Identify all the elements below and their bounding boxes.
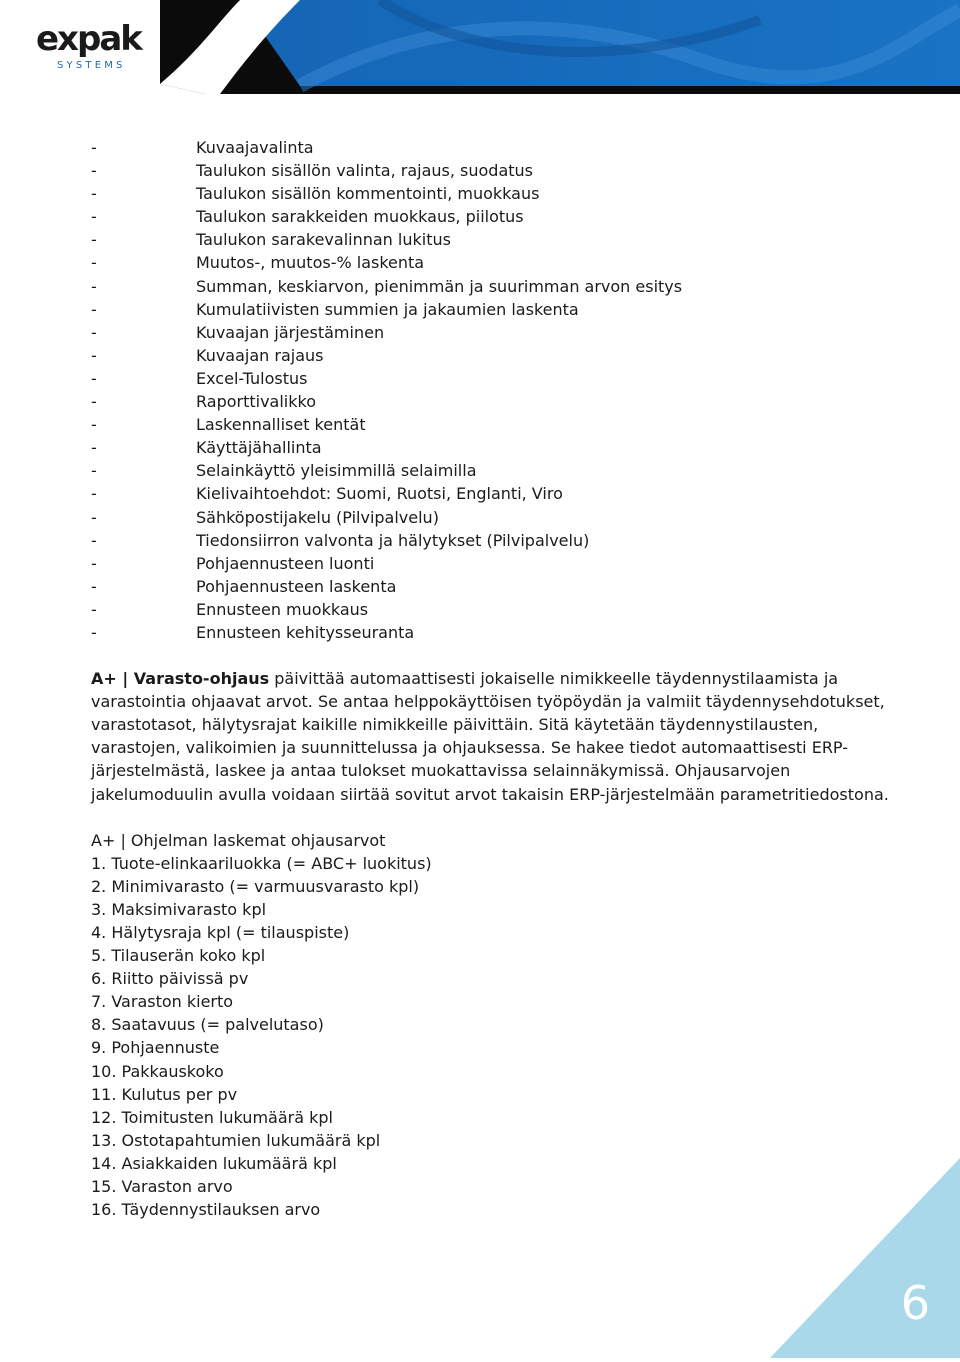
feature-item <box>91 390 891 413</box>
feature-item <box>91 413 891 436</box>
feature-text: Kuvaajan järjestäminen <box>196 322 385 342</box>
logo-subtitle: SYSTEMS <box>57 60 126 71</box>
value-item: 4. Hälytysraja kpl (= tilauspiste) <box>91 923 350 942</box>
feature-item <box>91 529 891 552</box>
feature-text: Kielivaihtoehdot: Suomi, Ruotsi, Englanti, Viro <box>196 484 563 504</box>
feature-item <box>91 344 891 367</box>
feature-text: Taulukon sarakkeiden muokkaus, piilotus <box>196 207 524 227</box>
bullet-dash: - <box>91 507 97 527</box>
paragraph-line: jakelumoduulin avulla voidaan siirtää sovitut arvot takaisin ERP-järjestelmään parametritiedostona. <box>91 784 889 804</box>
feature-text: Muutos-, muutos-% laskenta <box>196 253 425 273</box>
bullet-dash: - <box>91 253 97 273</box>
bullet-dash: - <box>91 530 97 550</box>
bullet-dash: - <box>91 184 97 204</box>
bullet-dash: - <box>91 276 97 296</box>
bullet-dash: - <box>91 345 97 365</box>
feature-item <box>91 159 891 182</box>
feature-item <box>91 552 891 575</box>
corner-triangle <box>770 1158 960 1358</box>
value-item: 3. Maksimivarasto kpl <box>91 899 267 919</box>
feature-text: Laskennalliset kentät <box>196 415 366 435</box>
value-item: 10. Pakkauskoko <box>91 1061 224 1081</box>
feature-text: Taulukon sisällön valinta, rajaus, suodatus <box>196 161 534 181</box>
feature-item <box>91 205 891 228</box>
feature-item <box>91 367 891 390</box>
feature-item <box>91 575 891 598</box>
feature-text: Taulukon sarakevalinnan lukitus <box>196 230 451 250</box>
value-item: 11. Kulutus per pv <box>91 1084 238 1104</box>
feature-item <box>91 621 891 644</box>
feature-item <box>91 228 891 251</box>
bullet-dash: - <box>91 553 97 573</box>
feature-text: Summan, keskiarvon, pienimmän ja suurimman arvon esitys <box>196 276 683 296</box>
bullet-dash: - <box>91 161 97 181</box>
value-item: 6. Riitto päivissä pv <box>91 969 249 989</box>
feature-text: Pohjaennusteen laskenta <box>196 576 397 596</box>
paragraph-line: järjestelmästä, laskee ja antaa tulokset muokattavissa selainnäkymissä. Ohjausarvojen <box>91 761 791 781</box>
bullet-dash: - <box>91 322 97 342</box>
feature-list <box>91 136 891 644</box>
page-corner <box>770 1158 960 1358</box>
paragraph-lead: A+ | Varasto-ohjaus <box>91 669 270 689</box>
feature-text: Pohjaennusteen luonti <box>196 553 375 573</box>
bullet-dash: - <box>91 461 97 481</box>
bullet-dash: - <box>91 576 97 596</box>
value-item: 16. Täydennystilauksen arvo <box>91 1200 321 1220</box>
value-item: 12. Toimitusten lukumäärä kpl <box>91 1107 333 1127</box>
page-number: 6 <box>900 1276 930 1330</box>
bullet-dash: - <box>91 599 97 619</box>
feature-item <box>91 251 891 274</box>
bullet-dash: - <box>91 138 97 157</box>
feature-text: Tiedonsiirron valvonta ja hälytykset (Pilvipalvelu) <box>196 530 590 550</box>
bullet-dash: - <box>91 484 97 504</box>
feature-text: Sähköpostijakelu (Pilvipalvelu) <box>196 507 439 527</box>
feature-text: Ennusteen kehitysseuranta <box>196 622 415 642</box>
bullet-dash: - <box>91 438 97 458</box>
paragraph-line: varastojen, valikoimien ja suunnittelussa ja ohjauksessa. Se hakee tiedot automaattisesti ERP- <box>91 738 848 758</box>
value-item: 5. Tilauserän koko kpl <box>91 946 266 966</box>
feature-text: Taulukon sisällön kommentointi, muokkaus <box>196 184 540 204</box>
feature-text: Excel-Tulostus <box>196 368 308 388</box>
company-logo <box>30 20 160 74</box>
description-paragraph <box>91 667 891 806</box>
logo-wordmark: expak <box>36 19 141 59</box>
feature-item <box>91 482 891 505</box>
feature-text: Kuvaajavalinta <box>196 138 314 157</box>
paragraph-line: varastotasot, hälytysrajat kaikille nimikkeille päivittäin. Sitä käytetään täydennystilausten, <box>91 715 819 735</box>
bullet-dash: - <box>91 299 97 319</box>
feature-item <box>91 506 891 529</box>
feature-item <box>91 275 891 298</box>
feature-item <box>91 182 891 205</box>
bullet-dash: - <box>91 415 97 435</box>
bullet-dash: - <box>91 392 97 412</box>
value-item: 8. Saatavuus (= palvelutaso) <box>91 1015 324 1035</box>
bullet-dash: - <box>91 622 97 642</box>
feature-text: Kuvaajan rajaus <box>196 345 324 365</box>
feature-item <box>91 459 891 482</box>
value-item: 13. Ostotapahtumien lukumäärä kpl <box>91 1130 381 1150</box>
feature-item <box>91 136 891 159</box>
feature-text: Kumulatiivisten summien ja jakaumien laskenta <box>196 299 579 319</box>
value-item: 14. Asiakkaiden lukumäärä kpl <box>91 1153 337 1173</box>
feature-item <box>91 298 891 321</box>
value-item: 1. Tuote-elinkaariluokka (= ABC+ luokitus) <box>91 853 432 873</box>
bullet-dash: - <box>91 207 97 227</box>
bullet-dash: - <box>91 230 97 250</box>
feature-text: Selainkäyttö yleisimmillä selaimilla <box>196 461 477 481</box>
feature-text: Käyttäjähallinta <box>196 438 322 458</box>
value-item: 9. Pohjaennuste <box>91 1038 220 1058</box>
bullet-dash: - <box>91 368 97 388</box>
page-content <box>91 136 891 1221</box>
feature-item <box>91 321 891 344</box>
page-header <box>0 0 960 94</box>
value-item: 2. Minimivarasto (= varmuusvarasto kpl) <box>91 876 420 896</box>
feature-item <box>91 598 891 621</box>
value-item: 15. Varaston arvo <box>91 1177 233 1197</box>
values-title: A+ | Ohjelman laskemat ohjausarvot <box>91 830 386 850</box>
feature-item <box>91 436 891 459</box>
value-item: 7. Varaston kierto <box>91 992 234 1012</box>
feature-text: Ennusteen muokkaus <box>196 599 369 619</box>
paragraph-line: päivittää automaattisesti jokaiselle nimikkeelle täydennystilaamista ja <box>269 669 839 689</box>
feature-text: Raporttivalikko <box>196 392 316 412</box>
paragraph-line: varastointia ohjaavat arvot. Se antaa helppokäyttöisen työpöydän ja valmiit täydennysehdotukset, <box>91 692 885 712</box>
